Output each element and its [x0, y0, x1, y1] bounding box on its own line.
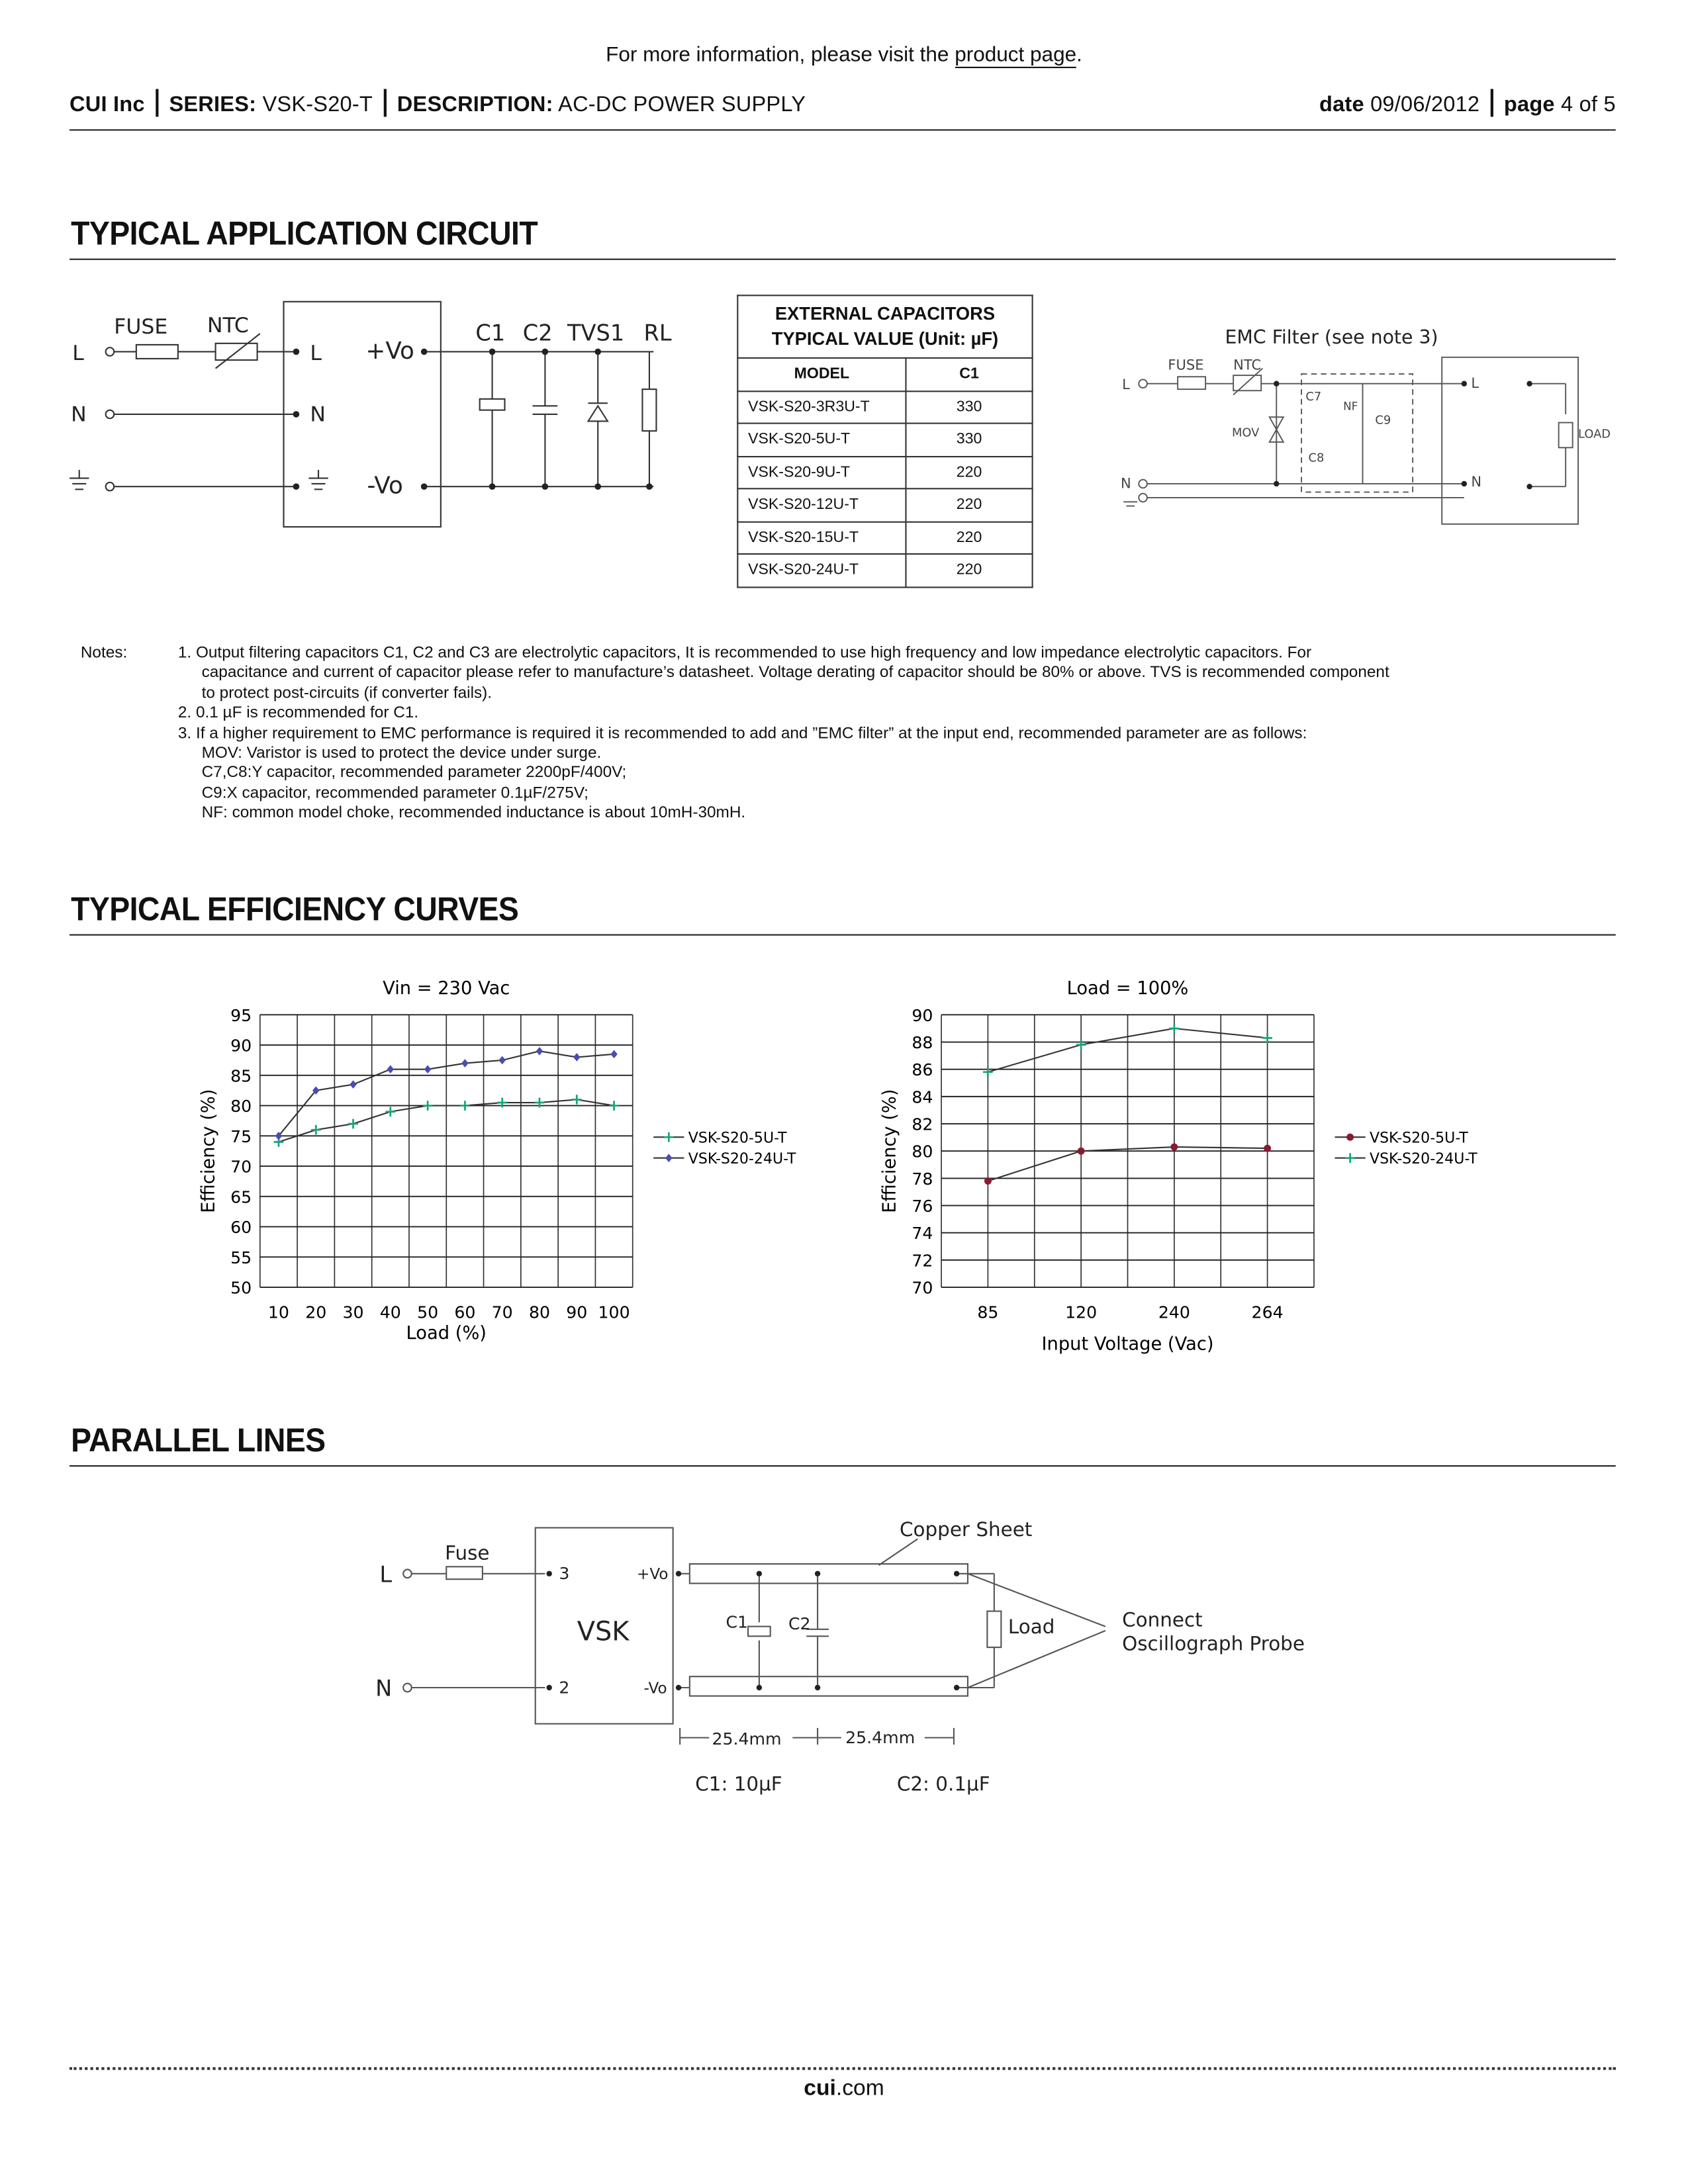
table-row: [737, 456, 1032, 488]
emc-out-l-label: L: [1471, 375, 1479, 392]
c9-label: C9: [1375, 413, 1391, 428]
x-tick-label: 90: [566, 1302, 588, 1322]
x-tick-label: 10: [267, 1302, 289, 1322]
parallel-l-label: L: [379, 1561, 393, 1588]
data-point: [1262, 1033, 1272, 1043]
y-tick-label: 82: [912, 1115, 933, 1134]
c1-cell: 220: [906, 554, 1032, 586]
x-tick-label: 50: [417, 1302, 439, 1322]
data-point: [498, 1056, 506, 1065]
x-tick-label: 40: [379, 1302, 401, 1322]
dimension-1: 25.4mm: [712, 1729, 782, 1749]
parallel-lines-diagram: [361, 1508, 1335, 1814]
pin-2-label: 2: [559, 1678, 570, 1698]
table-row: [737, 522, 1032, 554]
y-tick-label: 88: [912, 1032, 933, 1052]
legend-marker: [1346, 1134, 1354, 1141]
y-tick-label: 70: [912, 1278, 933, 1298]
parallel-c2-label: C2: [788, 1614, 811, 1633]
header-right: date 09/06/2012 page 4 of 5: [1319, 89, 1616, 118]
parallel-vo-pos-label: +Vo: [637, 1566, 669, 1584]
header-rule: [70, 129, 1616, 131]
data-point: [423, 1101, 433, 1111]
model-cell: VSK-S20-9U-T: [737, 456, 906, 488]
emc-ntc-label: NTC: [1233, 357, 1262, 373]
data-point: [1170, 1024, 1180, 1034]
y-tick-label: 80: [912, 1142, 933, 1161]
copper-sheet-label: Copper Sheet: [900, 1518, 1033, 1541]
y-tick-label: 85: [230, 1066, 252, 1086]
y-tick-label: 72: [912, 1251, 933, 1271]
fuse-label: FUSE: [114, 315, 168, 340]
legend-label: VSK-S20-5U-T: [688, 1130, 787, 1147]
section-title-efficiency: TYPICAL EFFICIENCY CURVES: [71, 891, 519, 929]
c2-label: C2: [522, 320, 553, 346]
data-point: [348, 1119, 358, 1129]
data-point: [572, 1095, 582, 1105]
input-n-label: N: [71, 402, 87, 427]
emc-filter-diagram: [1112, 322, 1626, 531]
x-tick-label: 30: [342, 1302, 364, 1322]
y-tick-label: 90: [912, 1005, 933, 1025]
efficiency-vs-load-chart: [181, 966, 848, 1369]
data-point: [424, 1065, 432, 1073]
y-tick-label: 75: [230, 1126, 252, 1146]
probe-label-line2: Oscillograph Probe: [1122, 1632, 1305, 1655]
parallel-c1-label: C1: [726, 1612, 749, 1632]
module-l-label: L: [310, 341, 322, 366]
y-tick-label: 65: [230, 1187, 252, 1207]
data-point: [609, 1101, 619, 1111]
y-axis-label: Efficiency (%): [198, 1089, 219, 1213]
legend-marker: [1345, 1153, 1355, 1163]
c8-label: C8: [1308, 451, 1325, 465]
footer-website[interactable]: cui.com: [804, 2077, 884, 2101]
y-axis-label: Efficiency (%): [879, 1089, 900, 1213]
probe-label-line1: Connect: [1122, 1608, 1203, 1631]
tvs1-label: TVS1: [567, 320, 625, 346]
c1-cell: 220: [906, 456, 1032, 488]
emc-fuse-label: FUSE: [1168, 357, 1204, 373]
legend-marker: [665, 1154, 673, 1162]
legend-label: VSK-S20-5U-T: [1369, 1130, 1468, 1147]
data-point: [350, 1080, 357, 1089]
data-point: [387, 1065, 395, 1073]
column-header-model: MODEL: [737, 358, 906, 390]
emc-title: EMC Filter (see note 3): [1225, 326, 1438, 348]
emc-n-label: N: [1121, 475, 1131, 492]
footer-rule: [70, 2067, 1616, 2070]
table-title: EXTERNAL CAPACITORS TYPICAL VALUE (Unit: µF): [737, 295, 1032, 358]
data-point: [1076, 1040, 1086, 1050]
mov-label: MOV: [1232, 426, 1260, 440]
table-row: [737, 488, 1032, 521]
x-tick-label: 120: [1065, 1302, 1098, 1322]
model-cell: VSK-S20-5U-T: [737, 424, 906, 456]
section-rule: [70, 934, 1616, 936]
c2-value: C2: 0.1µF: [896, 1772, 990, 1796]
table-row: [737, 424, 1032, 456]
section-rule: [70, 1465, 1616, 1467]
section-rule: [70, 259, 1616, 260]
y-tick-label: 86: [912, 1060, 933, 1080]
rl-label: RL: [643, 320, 672, 346]
product-page-link[interactable]: product page: [955, 43, 1076, 68]
c1-cell: 330: [906, 424, 1032, 456]
x-axis-label: Load (%): [406, 1322, 487, 1343]
section-title-parallel: PARALLEL LINES: [71, 1422, 326, 1460]
vo-neg-label: -Vo: [367, 472, 403, 500]
data-point: [610, 1050, 618, 1059]
y-tick-label: 84: [912, 1087, 933, 1107]
emc-load-label: LOAD: [1578, 427, 1611, 441]
module-n-label: N: [310, 402, 326, 427]
dimension-2: 25.4mm: [845, 1728, 915, 1748]
chart-title: Load = 100%: [1066, 978, 1189, 999]
datasheet-page: For more information, please visit the product page. CUI Inc SERIES: VSK-S20-T DESCRIPTION: AC-DC POWER SUPPLY date 09/06/2012 page 4 of 5 TYPICAL APPLICATION CIRCUIT L N FUSE NTC L N +Vo -Vo C1 C2 TVS1 RL EXTERNAL CAPACITORS TYPICAL VALUE (Unit: µF) MODEL C1 VSK-S20-3R3U-T 330 VSK-S20-5U-T 330 VSK-S20-9U-T 220 VSK-S20-12U-T 220 VSK-S20-15U-T 220 VSK-S20-24U-T 220 EMC Filter (see note 3) L N FUSE NTC MOV C7 C8 C9 NF L N LOAD Notes: 1. Output filtering capacitors C1, C2 and C3 are electrolytic capacitors, It is recommended to use high frequency and low impedance electrolytic capacitors. For capacitance and current of capacitor please refer to manufacture’s datasheet. Voltage derating of capacitor should be 80% or above. TVS is recommended component to protect post-circuits (if converter fails). 2. 0.1 µF is recommended for C1. 3. If a higher requirement to EMC performance is required it is recommended to add and ”EMC filter” at the input end, recommended parameter are as follows: MOV: Varistor is used to protect the device under surge. C7,C8:Y capacitor, recommended parameter 2200pF/400V; C9:X capacitor, recommended parameter 0.1µF/275V; NF: common model choke, recommended inductance is about 10mH-30mH. TYPICAL EFFICIENCY CURVES Vin = 230 Vac 50 55 60 65 70 75 80 85 90 95 10 20 30 40 50 60 70 80 90 100 Load (%) Efficiency (%) VSK-S20-5U-T VSK-S20-24U-T Load = 100% 70 72 74 76 78 80 82 84 86 88 90 85 120 240 264 Input Voltage (Vac) Efficiency (%) VSK-S20-5U-T VSK-S20-24U-T PARALLEL LINES L N Fuse 3 2 VSK +Vo -Vo C1 C2 Load Copper Sheet Connect Oscillograph Probe 25.4mm 25.4mm C1: 10µF C2: 0.1µF cui.com: [0, 0, 1688, 2184]
c1-value: C1: 10µF: [695, 1772, 782, 1796]
data-point: [1078, 1148, 1085, 1155]
parallel-load-label: Load: [1008, 1615, 1055, 1639]
data-point: [984, 1177, 992, 1185]
c1-cell: 220: [906, 488, 1032, 521]
y-tick-label: 70: [230, 1157, 252, 1177]
y-tick-label: 60: [230, 1218, 252, 1238]
x-axis-label: Input Voltage (Vac): [1041, 1334, 1214, 1355]
chart-title: Vin = 230 Vac: [383, 978, 510, 999]
ntc-label: NTC: [207, 314, 249, 338]
x-tick-label: 60: [454, 1302, 476, 1322]
efficiency-vs-voltage-chart: [862, 966, 1529, 1369]
x-tick-label: 20: [305, 1302, 327, 1322]
data-point: [311, 1125, 321, 1135]
legend-marker: [664, 1132, 674, 1142]
model-cell: VSK-S20-24U-T: [737, 554, 906, 586]
x-tick-label: 264: [1251, 1302, 1284, 1322]
parallel-fuse-label: Fuse: [445, 1541, 490, 1565]
data-point: [1264, 1145, 1271, 1152]
y-tick-label: 55: [230, 1248, 252, 1267]
vo-pos-label: +Vo: [365, 337, 414, 365]
x-tick-label: 85: [977, 1302, 999, 1322]
c1-cell: 220: [906, 522, 1032, 554]
y-tick-label: 76: [912, 1197, 933, 1216]
c1-label: C1: [475, 320, 506, 346]
vsk-label: VSK: [577, 1616, 630, 1647]
table-row: [737, 390, 1032, 423]
x-tick-label: 240: [1158, 1302, 1190, 1322]
y-tick-label: 50: [230, 1278, 252, 1298]
x-tick-label: 70: [491, 1302, 513, 1322]
data-point: [536, 1047, 543, 1056]
y-tick-label: 78: [912, 1169, 933, 1189]
x-tick-label: 80: [528, 1302, 551, 1322]
x-tick-label: 100: [598, 1302, 630, 1322]
emc-out-n-label: N: [1471, 474, 1482, 490]
table-row: [737, 554, 1032, 586]
pin-3-label: 3: [559, 1564, 570, 1584]
data-point: [983, 1067, 993, 1077]
top-note: For more information, please visit the product page.: [0, 43, 1688, 67]
application-circuit-diagram: [56, 292, 695, 542]
y-tick-label: 90: [230, 1036, 252, 1056]
data-point: [460, 1101, 470, 1111]
data-point: [385, 1107, 395, 1116]
emc-l-label: L: [1122, 377, 1130, 393]
column-header-c1: C1: [906, 358, 1032, 390]
parallel-n-label: N: [375, 1675, 393, 1702]
input-l-label: L: [72, 341, 84, 366]
data-point: [461, 1059, 469, 1068]
y-tick-label: 74: [912, 1224, 933, 1244]
external-capacitors-table: [737, 295, 1033, 587]
c7-label: C7: [1305, 389, 1322, 404]
model-cell: VSK-S20-3R3U-T: [737, 390, 906, 423]
parallel-vo-neg-label: -Vo: [643, 1680, 667, 1698]
legend-label: VSK-S20-24U-T: [688, 1151, 796, 1168]
header-left: CUI Inc SERIES: VSK-S20-T DESCRIPTION: AC-DC POWER SUPPLY: [70, 89, 806, 118]
y-tick-label: 80: [230, 1097, 252, 1116]
c1-cell: 330: [906, 390, 1032, 423]
y-tick-label: 95: [230, 1005, 252, 1025]
legend-label: VSK-S20-24U-T: [1369, 1151, 1477, 1168]
data-point: [1170, 1144, 1178, 1151]
section-title-application: TYPICAL APPLICATION CIRCUIT: [71, 215, 538, 253]
nf-label: NF: [1343, 399, 1358, 413]
data-point: [573, 1053, 581, 1062]
model-cell: VSK-S20-12U-T: [737, 488, 906, 521]
model-cell: VSK-S20-15U-T: [737, 522, 906, 554]
